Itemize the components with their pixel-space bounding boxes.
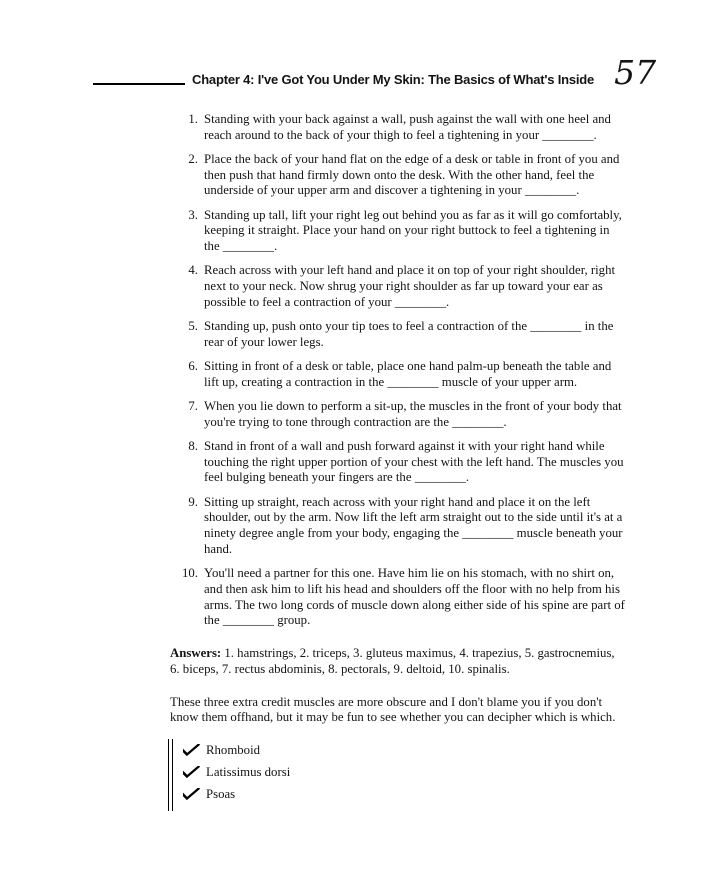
exercise-number: 2. (188, 151, 198, 166)
exercise-text: Standing up, push onto your tip toes to feel a contraction of the ________ in the rear of your lower legs. (204, 319, 614, 349)
checklist-item (183, 787, 290, 801)
exercise-text: Sitting in front of a desk or table, place one hand palm-up beneath the table and lift up, creating a contraction in the ________ muscle of your upper arm. (204, 359, 612, 389)
page-number: 57 (614, 53, 657, 92)
exercise-item (170, 566, 626, 629)
answers-label: Answers: (170, 646, 222, 661)
checklist-item (183, 743, 290, 757)
exercise-number: 3. (188, 207, 198, 222)
extra-credit-paragraph: These three extra credit muscles are more obscure and I don't blame you if you don't know them offhand, but it may be fun to see whether you can decipher which is which. (170, 694, 616, 725)
answers-text: 1. hamstrings, 2. triceps, 3. gluteus maximus, 4. trapezius, 5. gastrocnemius, 6. biceps, 7. rectus abdominis, 8. pectorals, 9. deltoid, 10. spinalis. (170, 646, 615, 676)
exercise-text: Standing with your back against a wall, push against the wall with one heel and reach around to the back of your thigh to feel a tightening in your ________. (204, 112, 611, 142)
checkmark-icon (183, 744, 200, 756)
exercise-number: 5. (188, 319, 198, 334)
exercise-item (170, 208, 626, 255)
exercise-number: 4. (188, 263, 198, 278)
exercise-text: Standing up tall, lift your right leg out behind you as far as it will go comfortably, keeping it straight. Place your hand on your right buttock to feel a tightening in the ________. (204, 207, 622, 254)
exercise-text: Place the back of your hand flat on the edge of a desk or table in front of you and then push that hand firmly down onto the desk. With the other hand, feel the underside of your upper arm and discover a tightening in your ________. (204, 151, 620, 198)
exercise-item (170, 359, 626, 390)
exercise-number: 7. (188, 399, 198, 414)
checklist-item (183, 765, 290, 779)
checklist-double-rule (168, 739, 173, 811)
exercise-number: 8. (188, 438, 198, 453)
checklist-items (181, 741, 290, 809)
checklist-label: Rhomboid (206, 743, 261, 757)
exercise-item (170, 495, 626, 558)
body-column (170, 112, 626, 809)
exercise-text: You'll need a partner for this one. Have him lie on his stomach, with no shirt on, and then ask him to lift his head and shoulders off the floor with no help from his arms. The two long cords of muscle down along either side of his spine are part of the ________ group. (204, 566, 625, 628)
exercise-text: Sitting up straight, reach across with your right hand and place it on the left shoulder, out by the arm. Now lift the left arm straight out to the side until it's at a ninety degree angle from your body, engaging the ________ muscle beneath your hand. (204, 494, 623, 556)
answers-paragraph (170, 646, 626, 677)
checkmark-icon (183, 788, 200, 800)
checklist-label: Latissimus dorsi (206, 765, 291, 779)
exercise-list (170, 112, 626, 629)
exercise-number: 1. (188, 112, 198, 126)
chapter-title: Chapter 4: I've Got You Under My Skin: The Basics of What's Inside (192, 72, 595, 87)
exercise-item (170, 319, 626, 350)
exercise-number: 10. (182, 566, 198, 581)
checkmark-icon (183, 766, 200, 778)
exercise-number: 6. (188, 359, 198, 374)
exercise-item (170, 263, 626, 310)
exercise-item (170, 399, 626, 430)
exercise-item (170, 152, 626, 199)
exercise-text: Stand in front of a wall and push forward against it with your right hand while touching the right upper portion of your chest with the left hand. The muscles you feel bulging beneath your fingers are the ________. (204, 438, 624, 485)
header-rule (93, 83, 185, 85)
exercise-item (170, 439, 626, 486)
exercise-text: Reach across with your left hand and place it on top of your right shoulder, right next to your neck. Now shrug your right shoulder as far up toward your ear as possible to feel a contraction of your ________. (204, 263, 616, 309)
exercise-item (170, 112, 626, 143)
exercise-text: When you lie down to perform a sit-up, the muscles in the front of your body that you're trying to tone through contraction are the ________. (204, 399, 622, 429)
running-head (93, 53, 685, 92)
checklist (168, 741, 626, 809)
checklist-label: Psoas (206, 787, 236, 801)
exercise-number: 9. (188, 494, 198, 509)
